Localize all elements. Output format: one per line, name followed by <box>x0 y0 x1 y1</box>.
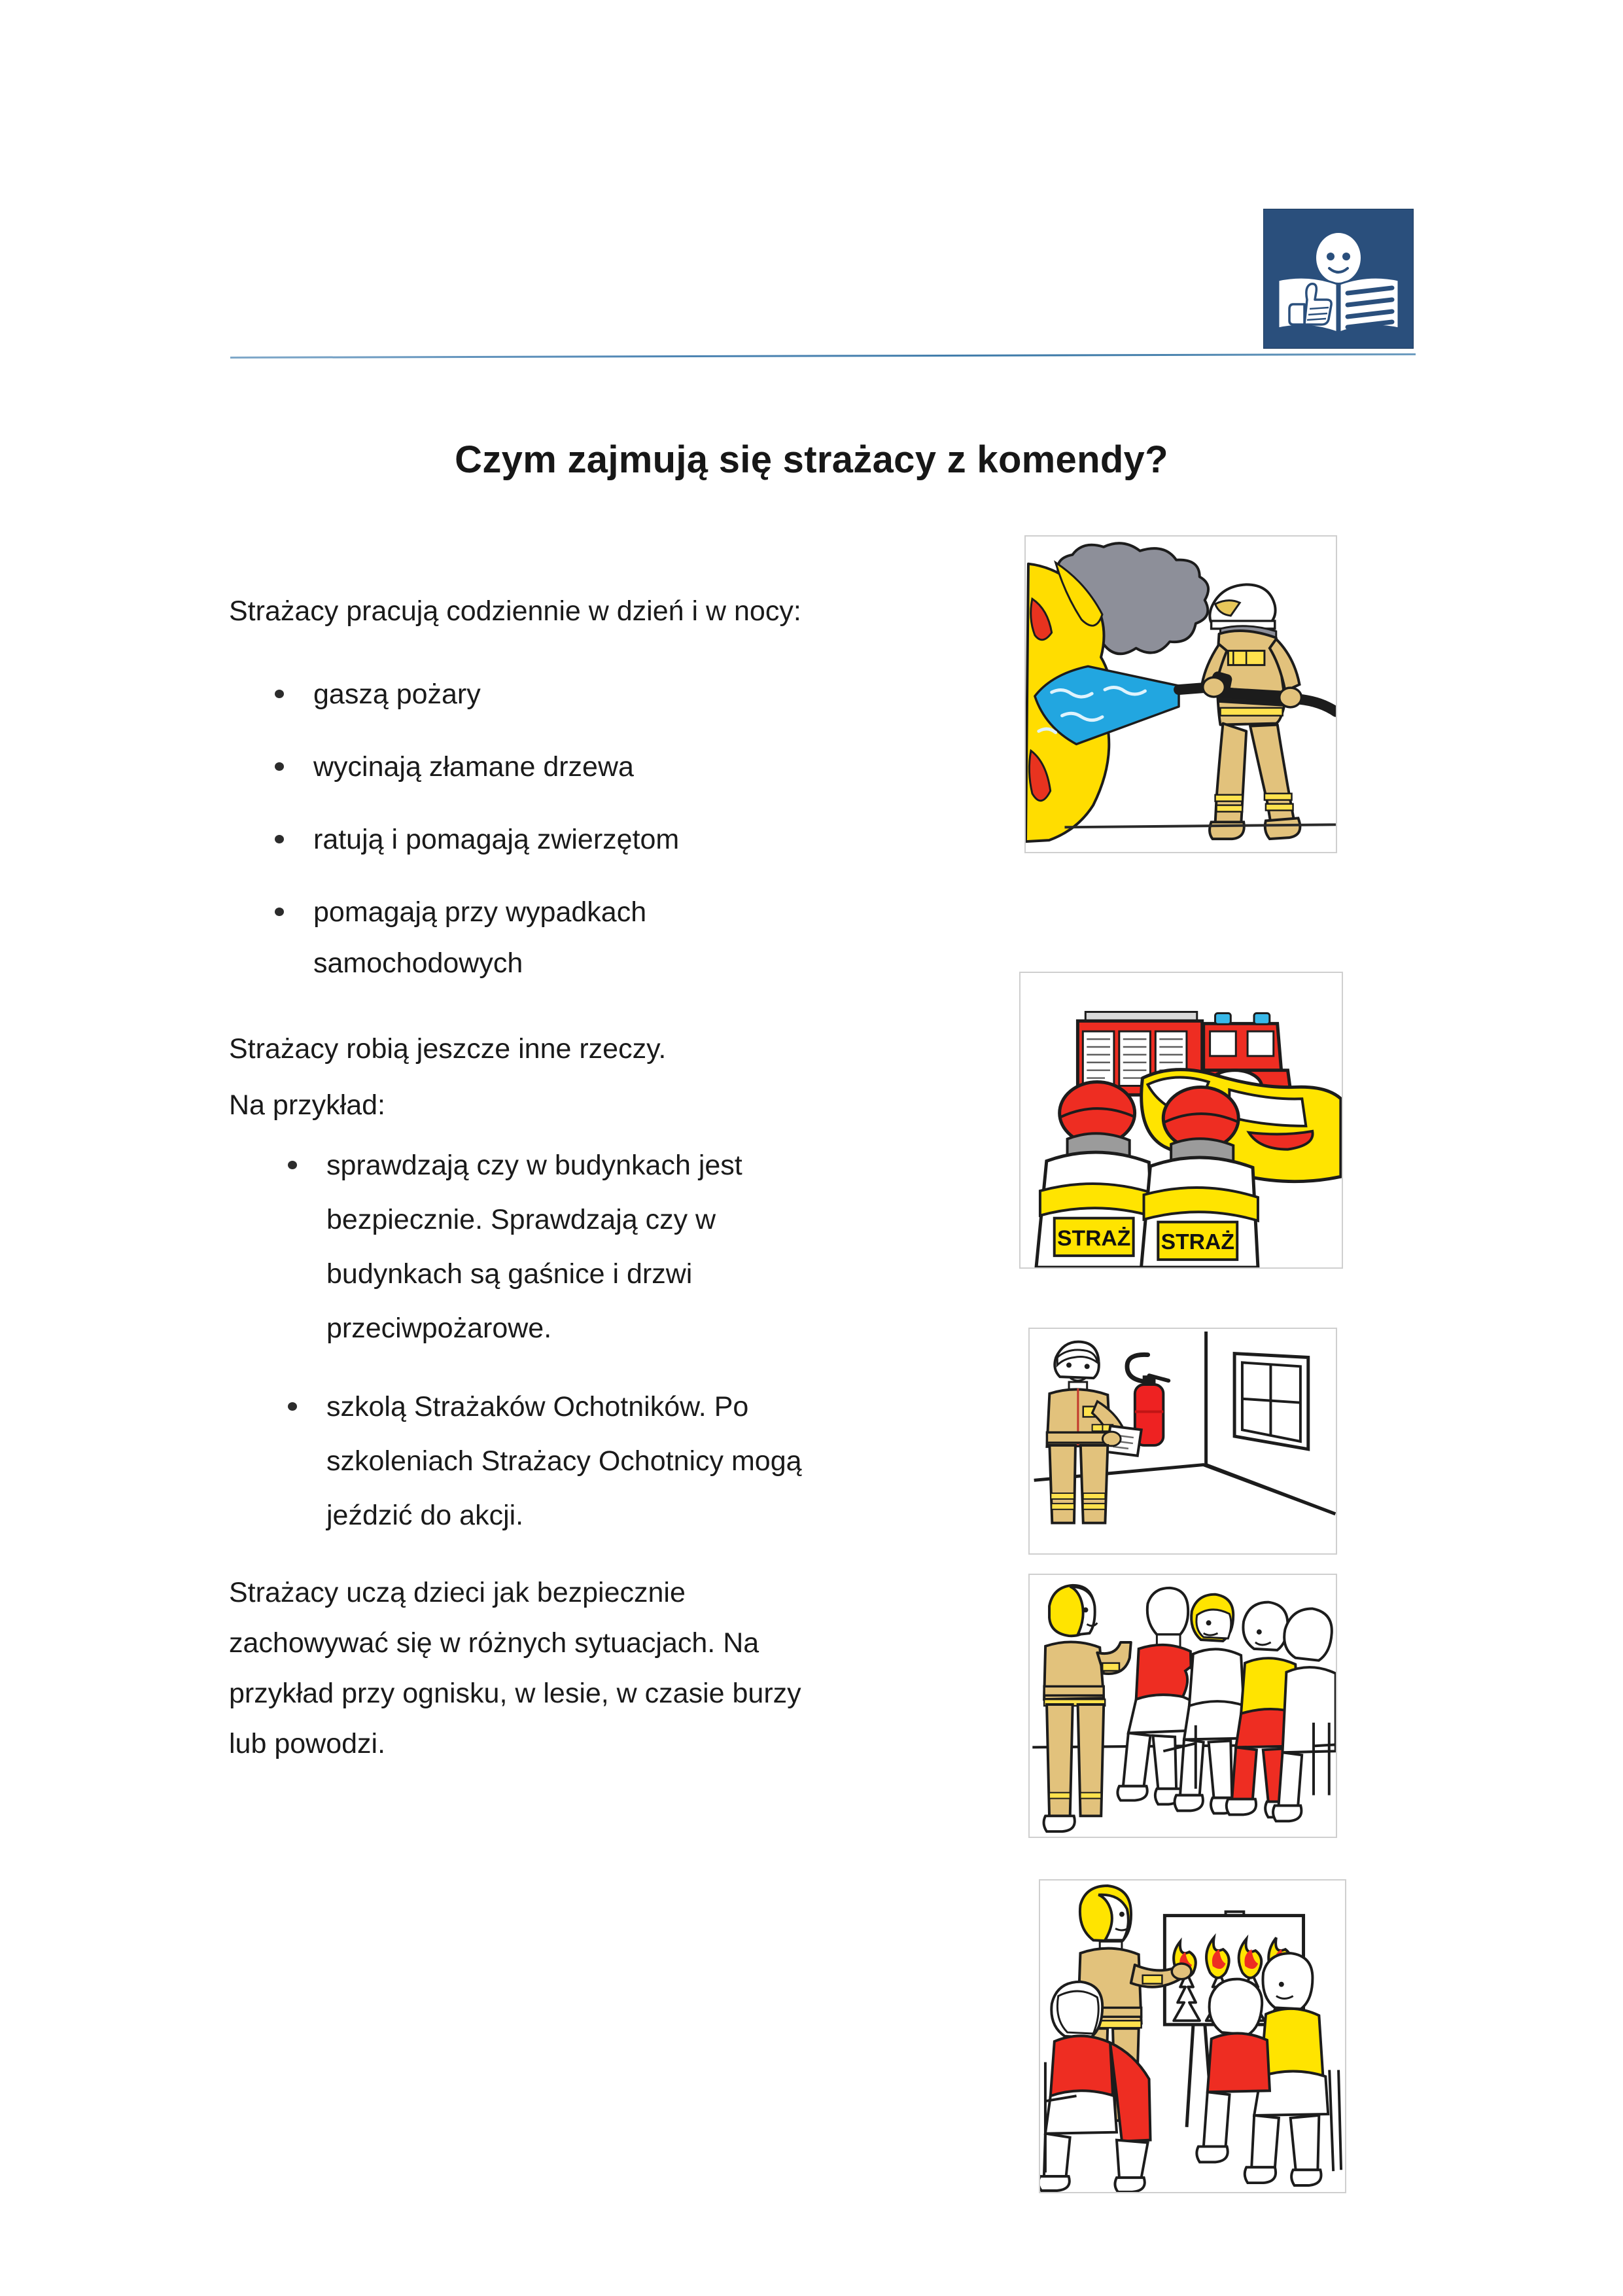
firefighter-training-volunteers-image <box>1028 1574 1337 1838</box>
bullet-dot-icon <box>275 908 284 916</box>
more-duties-list <box>229 1148 968 1534</box>
list-item <box>288 1148 968 1347</box>
list-item-line: przeciwpożarowe. <box>326 1313 552 1345</box>
list-item <box>275 894 968 982</box>
page-title: Czym zajmują się strażacy z komendy? <box>455 438 1168 481</box>
firefighter-extinguishing-fire-image <box>1024 535 1337 853</box>
list-item-line: wycinają złamane drzewa <box>313 751 634 783</box>
more-intro-line-2: Na przykład: <box>229 1089 385 1122</box>
more-duties-intro <box>229 1035 968 1120</box>
closing-line-1: Strażacy uczą dzieci jak bezpiecznie <box>229 1576 686 1608</box>
list-item-line: bezpiecznie. Sprawdzają czy w <box>326 1204 716 1236</box>
vest-label: STRAŻ <box>1057 1226 1131 1251</box>
more-intro-line-1: Strażacy robią jeszcze inne rzeczy. <box>229 1033 667 1065</box>
header-divider-rule <box>230 353 1416 359</box>
closing-line-4: lub powodzi. <box>229 1727 386 1759</box>
list-item-line: pomagają przy wypadkach <box>313 896 647 928</box>
bullet-dot-icon <box>275 835 284 843</box>
list-item-line: jeździć do akcji. <box>326 1499 524 1531</box>
bullet-dot-icon <box>288 1402 297 1411</box>
list-item <box>275 677 968 713</box>
firefighter-teaching-children-fire-safety-image <box>1039 1879 1346 2193</box>
list-item-line: sprawdzają czy w budynkach jest <box>326 1150 742 1182</box>
firefighters-at-car-accident-image <box>1019 972 1343 1269</box>
list-item <box>275 822 968 858</box>
bullet-dot-icon <box>275 690 284 698</box>
closing-paragraph <box>229 1576 968 1759</box>
duties-list <box>229 677 968 981</box>
intro-paragraph: Strażacy pracują codziennie w dzień i w nocy: <box>229 595 801 627</box>
list-item-line: budynkach są gaśnice i drzwi <box>326 1258 693 1290</box>
bullet-dot-icon <box>288 1161 297 1169</box>
list-item-line: szkolą Strażaków Ochotników. Po <box>326 1391 749 1423</box>
list-item-line: szkoleniach Strażacy Ochotnicy mogą <box>326 1445 802 1477</box>
easy-to-read-logo <box>1264 209 1413 348</box>
list-item <box>288 1389 968 1534</box>
list-item-line: gaszą pożary <box>313 679 481 710</box>
bullet-dot-icon <box>275 762 284 771</box>
text-column <box>229 569 968 1758</box>
closing-line-3: przykład przy ognisku, w lesie, w czasie burzy <box>229 1677 801 1709</box>
list-item <box>275 749 968 786</box>
window <box>1234 1354 1308 1449</box>
vest-label: STRAŻ <box>1161 1229 1234 1255</box>
list-item-line: ratują i pomagają zwierzętom <box>313 823 680 855</box>
closing-line-2: zachowywać się w różnych sytuacjach. Na <box>229 1627 759 1659</box>
list-item-line: samochodowych <box>313 947 523 979</box>
firefighter-inspecting-building-image <box>1028 1328 1337 1555</box>
